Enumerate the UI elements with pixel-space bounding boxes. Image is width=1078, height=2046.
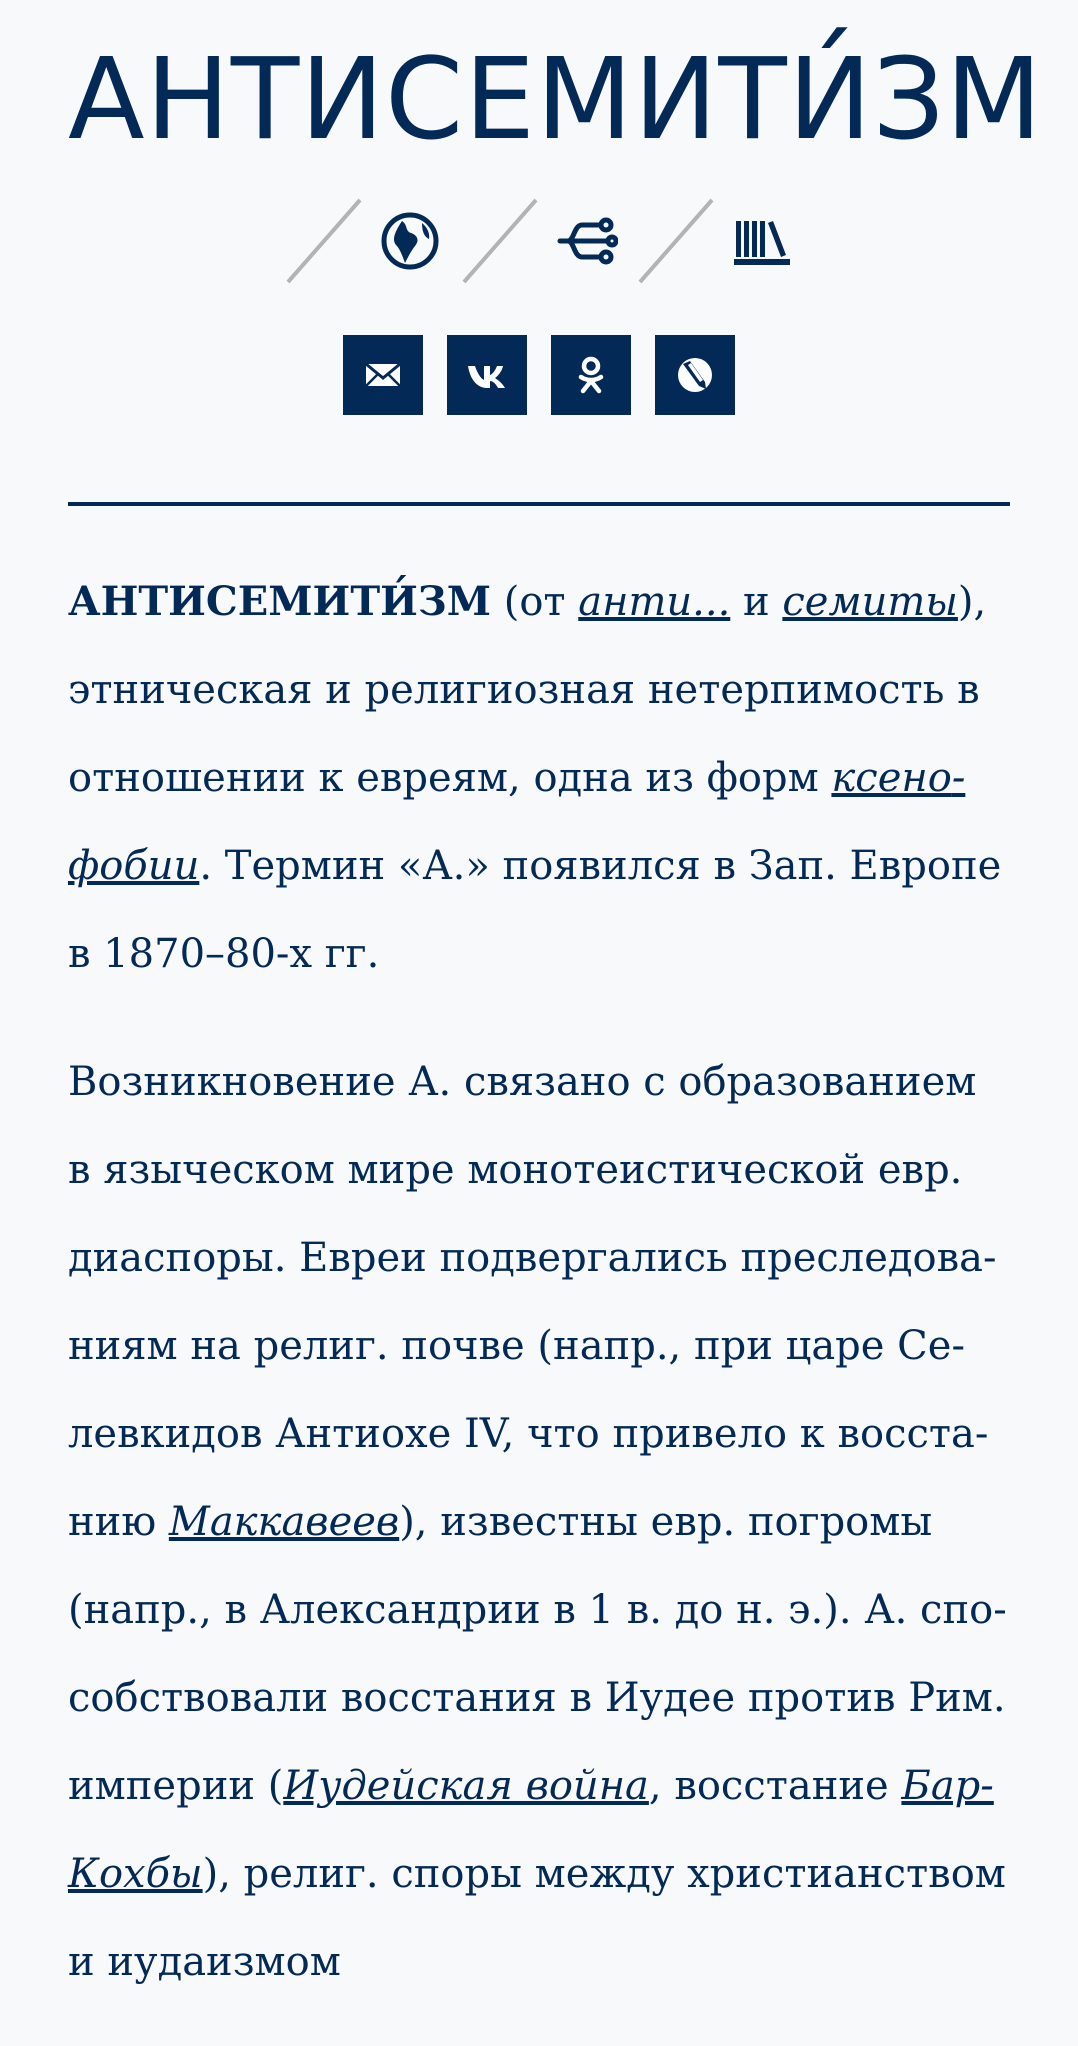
text-segment: Возникновение А. связано с образованием в языческом мире монотеистической евр. диаспоры. Евреи подвергались преследованиям на религ. почве (напр., при царе Селевкидов Антиохе IV, что привело к восстанию — [68, 1059, 997, 1545]
text-segment: , восстание — [648, 1763, 902, 1809]
article-paragraph-2 — [68, 1038, 1010, 2006]
slash-divider — [460, 196, 540, 286]
text-segment: ), религ. споры между христианством и иудаизмом — [68, 1851, 1006, 1985]
link-anti[interactable]: анти... — [578, 579, 731, 625]
toolbar-group-network — [460, 196, 618, 286]
livejournal-icon — [672, 352, 718, 398]
link-jewish-war[interactable]: Иудейская война — [283, 1763, 649, 1809]
network-icon[interactable] — [554, 209, 618, 273]
share-vk-button[interactable] — [447, 335, 527, 415]
odnoklassniki-icon — [568, 352, 614, 398]
share-email-button[interactable] — [343, 335, 423, 415]
vk-icon — [464, 352, 510, 398]
toolbar-group-globe — [284, 196, 442, 286]
article-body — [68, 558, 1010, 2046]
globe-icon[interactable] — [378, 209, 442, 273]
page-title: АНТИСЕМИТИ́ЗМ — [68, 35, 1044, 165]
article-term: АНТИСЕМИТИ́ЗМ — [68, 578, 492, 625]
text-segment: (от — [491, 579, 579, 625]
link-xenophobia[interactable]: ксенофобии — [68, 755, 966, 889]
link-semites[interactable]: семиты — [782, 579, 958, 625]
books-icon[interactable] — [730, 209, 794, 273]
share-livejournal-button[interactable] — [655, 335, 735, 415]
text-segment: и — [730, 579, 783, 625]
link-maccabees[interactable]: Маккавеев — [168, 1499, 400, 1545]
link-bar-kokhba[interactable]: Бар-Кохбы — [68, 1763, 994, 1897]
share-ok-button[interactable] — [551, 335, 631, 415]
share-buttons — [0, 335, 1078, 415]
text-segment: ), известны евр. погромы (напр., в Александрии в 1 в. до н. э.). А. способствовали восстания в Иудее против Рим. империи ( — [68, 1499, 1007, 1809]
slash-divider — [636, 196, 716, 286]
text-segment: . Термин «А.» появился в Зап. Европе в 1870–80-х гг. — [68, 843, 1002, 977]
slash-divider — [284, 196, 364, 286]
toolbar-group-books — [636, 196, 794, 286]
article-paragraph-1 — [68, 558, 1010, 998]
mail-icon — [360, 352, 406, 398]
text-segment: ), этническая и религиозная нетерпимость в отношении к евреям, одна из форм — [68, 579, 987, 801]
section-divider — [68, 502, 1010, 506]
article-toolbar — [0, 196, 1078, 286]
